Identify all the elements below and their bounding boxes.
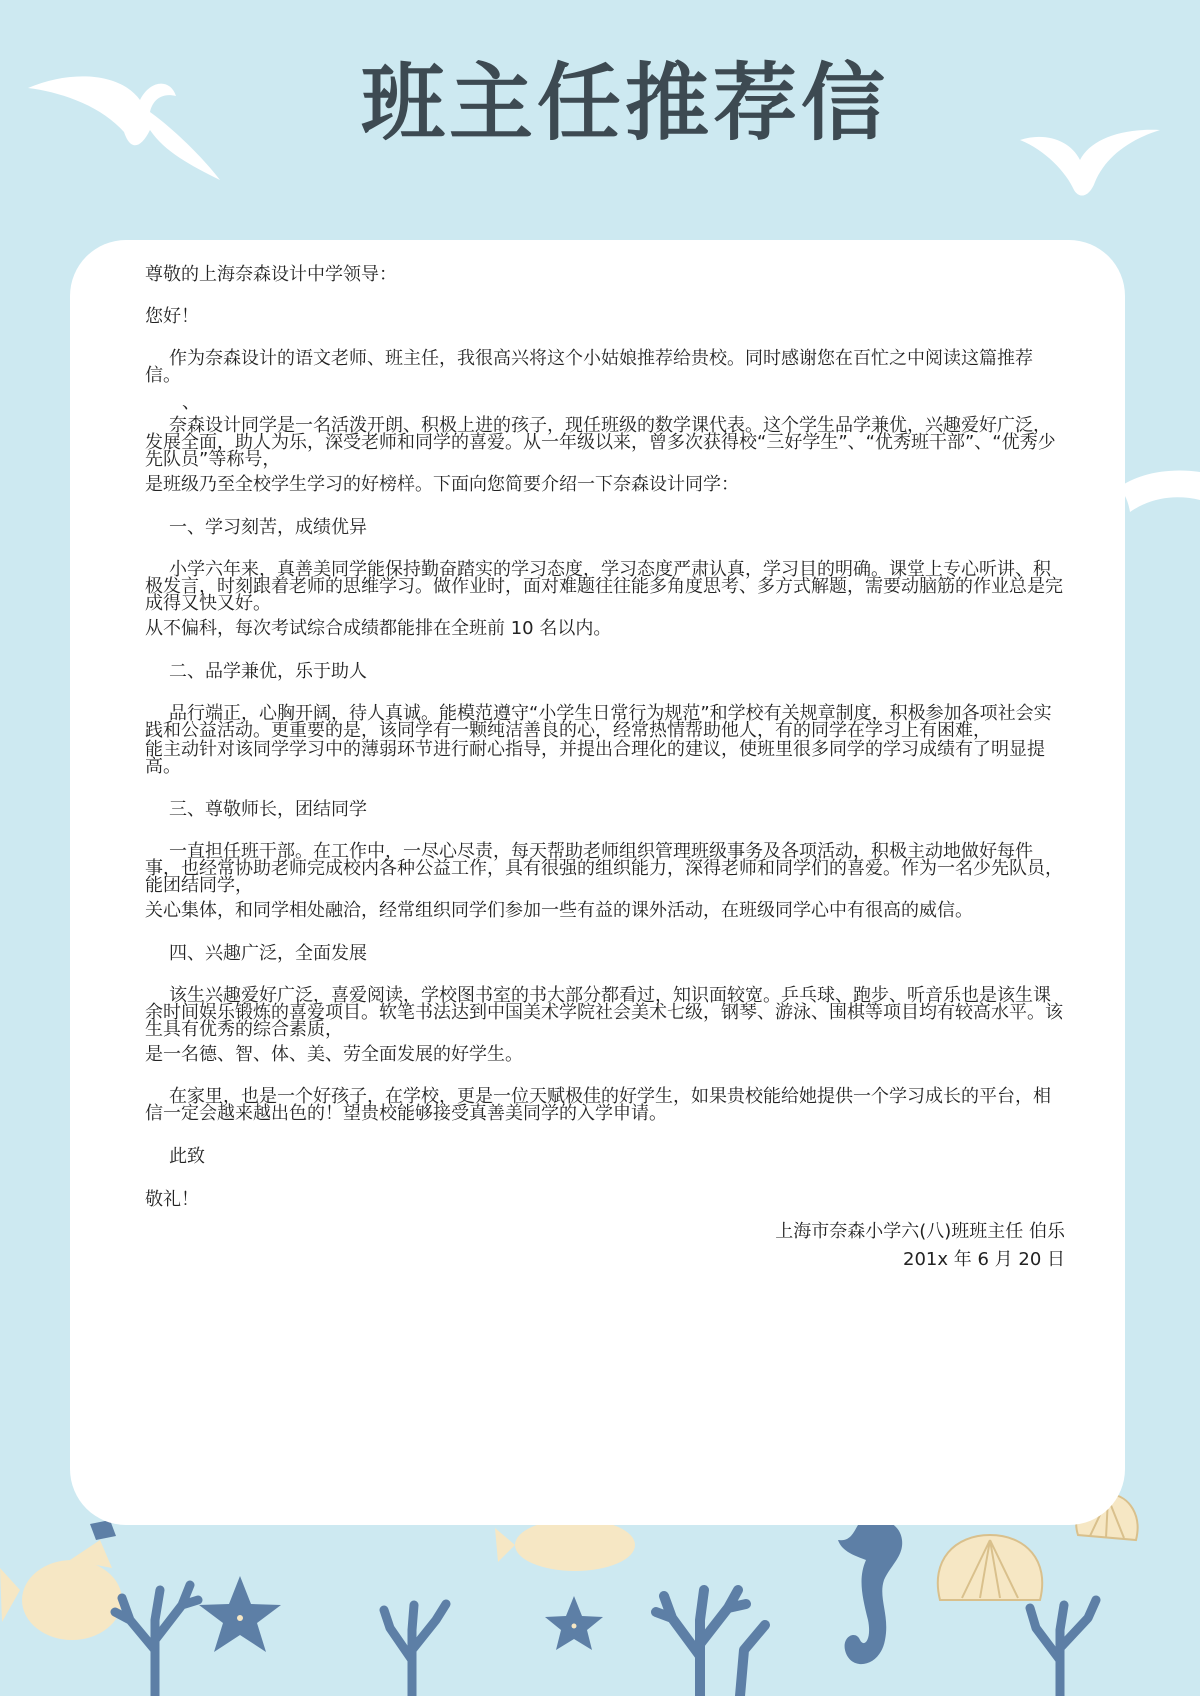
overview-paragraph: 奈森设计同学是一名活泼开朗、积极上进的孩子，现任班级的数学课代表。这个学生品学兼优，兴趣爱好广泛，发展全面，助人为乐，深受老师和同学的喜爱。从一年级以来，曾多次获得校“三好学生”、“优秀班干部”、“优秀少先队员”等称号， [145, 415, 1056, 470]
signature: 上海市奈森小学六(八)班班主任 伯乐 [775, 1221, 1065, 1242]
seagull-icon [1118, 471, 1200, 512]
coral-icon [384, 1604, 446, 1696]
section-4-heading: 四、兴趣广泛，全面发展 [169, 943, 367, 964]
page-title: 班主任推荐信 [360, 54, 889, 152]
overview-continuation: 是班级乃至全校学生学习的好榜样。下面向您简要介绍一下奈森设计同学： [145, 474, 739, 495]
starfish-icon [199, 1576, 281, 1652]
shell-icon [938, 1535, 1042, 1600]
section-4-body: 该生兴趣爱好广泛，喜爱阅读，学校图书室的书大部分都看过，知识面较宽。乒乓球、跑步、听音乐也是该生课余时间娱乐锻炼的喜爱项目。软笔书法达到中国美术学院社会美术七级，钢琴、游泳、围棋等项目均有较高水平。该生具有优秀的综合素质， [145, 985, 1063, 1040]
greeting: 您好！ [145, 306, 199, 327]
section-4-continuation: 是一名德、智、体、美、劳全面发展的好学生。 [145, 1044, 523, 1065]
coral-icon [656, 1590, 765, 1696]
section-2-heading: 二、品学兼优，乐于助人 [169, 661, 367, 682]
intro-paragraph: 作为奈森设计的语文老师、班主任，我很高兴将这个小姑娘推荐给贵校。同时感谢您在百忙之中阅读这篇推荐信。 [145, 348, 1033, 386]
section-3-body: 一直担任班干部。在工作中，一尽心尽责，每天帮助老师组织管理班级事务及各项活动，积极主动地做好每件事，也经常协助老师完成校内各种公益工作，具有很强的组织能力，深得老师和同学们的喜爱。作为一名少先队员，能团结同学， [145, 841, 1063, 896]
section-3-heading: 三、尊敬师长，团结同学 [169, 799, 367, 820]
fish-icon [0, 1540, 122, 1640]
section-1-heading: 一、学习刻苦，成绩优异 [169, 517, 367, 538]
coral-icon [115, 1585, 198, 1696]
conclusion-paragraph: 在家里，也是一个好孩子，在学校，更是一位天赋极佳的好学生，如果贵校能给她提供一个学习成长的平台，相信一定会越来越出色的！望贵校能够接受真善美同学的入学申请。 [145, 1086, 1051, 1124]
section-1-body: 小学六年来，真善美同学能保持勤奋踏实的学习态度，学习态度严肃认真，学习目的明确。课堂上专心听讲、积极发言，时刻跟着老师的思维学习。做作业时，面对难题往往能多角度思考、多方式解题，需要动脑筋的作业总是完成得又快又好。 [145, 559, 1063, 614]
regards: 敬礼！ [145, 1189, 199, 1210]
fish-icon [495, 1519, 635, 1571]
letter-body [145, 258, 1065, 1274]
starfish-icon [545, 1596, 603, 1650]
section-3-continuation: 关心集体，和同学相处融洽，经常组织同学们参加一些有益的课外活动，在班级同学心中有很高的威信。 [145, 900, 973, 921]
coral-icon [1030, 1600, 1096, 1696]
seahorse-icon [838, 1519, 902, 1664]
section-2-continuation: 能主动针对该同学学习中的薄弱环节进行耐心指导，并提出合理化的建议，使班里很多同学的学习成绩有了明显提高。 [145, 739, 1045, 777]
section-1-continuation: 从不偏科，每次考试综合成绩都能排在全班前 10 名以内。 [145, 618, 612, 639]
salutation: 尊敬的上海奈森设计中学领导： [145, 264, 397, 285]
letter-date: 201x 年 6 月 20 日 [903, 1249, 1065, 1270]
closing: 此致 [169, 1146, 205, 1167]
section-2-body: 品行端正，心胸开阔，待人真诚。能模范遵守“小学生日常行为规范”和学校有关规章制度，积极参加各项社会实践和公益活动。更重要的是，该同学有一颗纯洁善良的心，经常热情帮助他人，有的同学在学习上有困难， [145, 703, 1052, 741]
stray-mark: 、 [182, 392, 200, 413]
